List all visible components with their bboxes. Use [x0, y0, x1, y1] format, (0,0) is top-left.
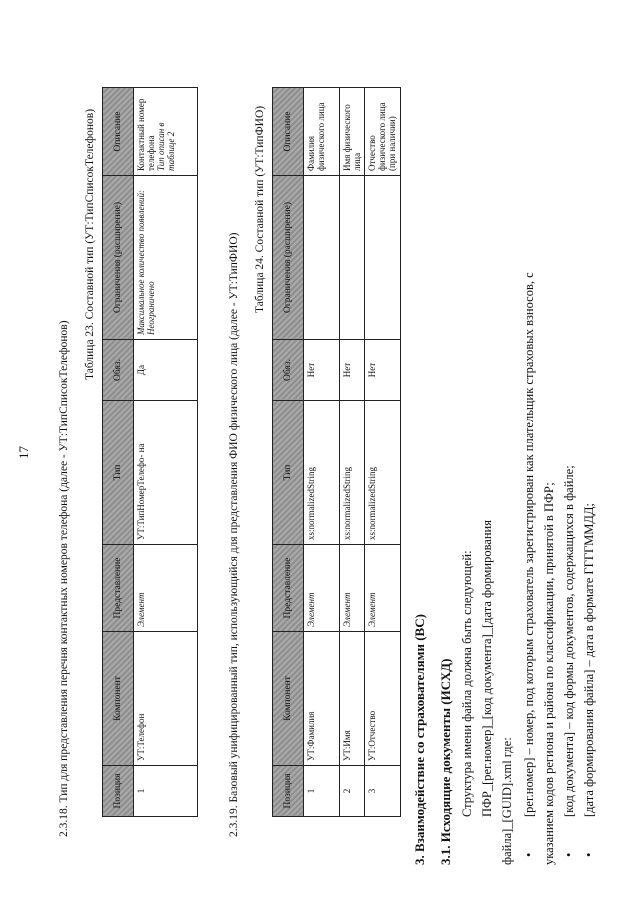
table-row: 2 УТ:Имя Элемент xs:normalizedString Нет Имя физического лица [340, 88, 365, 817]
col-header: Обяз. [103, 340, 134, 401]
col-header: Тип [103, 401, 134, 545]
bullet-text: [рег.номер] – номер, под которым страхователь зарегистрирован как плательщик страховых взносов, с [522, 272, 536, 817]
col-header: Позиция [273, 766, 304, 817]
paragraph-line: Структура имени файла должна быть следующей: [460, 550, 474, 817]
bullet-text-continued: указанием кодов региона и района по классификации, принятой в ПФР; [542, 482, 556, 865]
page-number: 17 [16, 446, 31, 459]
section-2-3-18-title: 2.3.18. Тип для представления перечня контактных номеров телефона (далее - УТ:ТипСписокТелефонов) [58, 320, 70, 837]
paragraph-line: файла]_[GUID].xml где: [500, 737, 514, 865]
bullet-text: [код документа] – код формы документов, содержащихся в файле; [562, 465, 576, 817]
paragraph-line: ПФР_[рег.номер]_[код документа]_[дата формирования [480, 520, 494, 817]
col-header: Тип [273, 401, 304, 545]
table-23-caption: Таблица 23. Составной тип (УТ:ТипСписокТелефонов) [84, 108, 96, 380]
bullet-marker: • [562, 852, 576, 857]
bullet-marker: • [522, 852, 536, 857]
col-header: Компонент [103, 632, 134, 766]
col-header: Компонент [273, 632, 304, 766]
col-header: Описание [273, 88, 304, 176]
section-2-3-19-title: 2.3.19. Базовый унифицированный тип, использующийся для представления ФИО физического лица (далее - УТ:ТипФИО) [228, 232, 240, 837]
col-header: Представление [273, 545, 304, 632]
bullet-marker: • [582, 852, 596, 857]
section-3-1-heading: 3.1. Исходящие документы (ИСХД) [438, 658, 453, 865]
table-24-caption: Таблица 24. Составной тип (УТ:ТипФИО) [254, 105, 266, 313]
col-header: Позиция [103, 766, 134, 817]
col-header: Обяз. [273, 340, 304, 401]
table-row: 3 УТ:Отчество Элемент xs:normalizedString Нет Отчество физического лица (при наличии) [365, 88, 401, 817]
col-header: Ограничения (расширение) [273, 176, 304, 340]
table-row: 1 УТ:Телефон Элемент УТ:ТипНомерТелефо- на Да Максимальное количество появлений: Неограничено Контактный номер телефона Тип описан в таблице 2 [134, 88, 198, 817]
col-header: Представление [103, 545, 134, 632]
section-3-heading: 3. Взаимодействие со страхователями (ВС) [412, 614, 427, 865]
bullet-text: [дата формирования файла] – дата в формате ГГГГММДД; [582, 503, 596, 817]
col-header: Ограничения (расширение) [103, 176, 134, 340]
col-header: Описание [103, 88, 134, 176]
table-24 [272, 87, 401, 817]
table-23 [102, 87, 198, 817]
table-row: 1 УТ:Фамилия Элемент xs:normalizedString Нет Фамилия физического лица [304, 88, 340, 817]
